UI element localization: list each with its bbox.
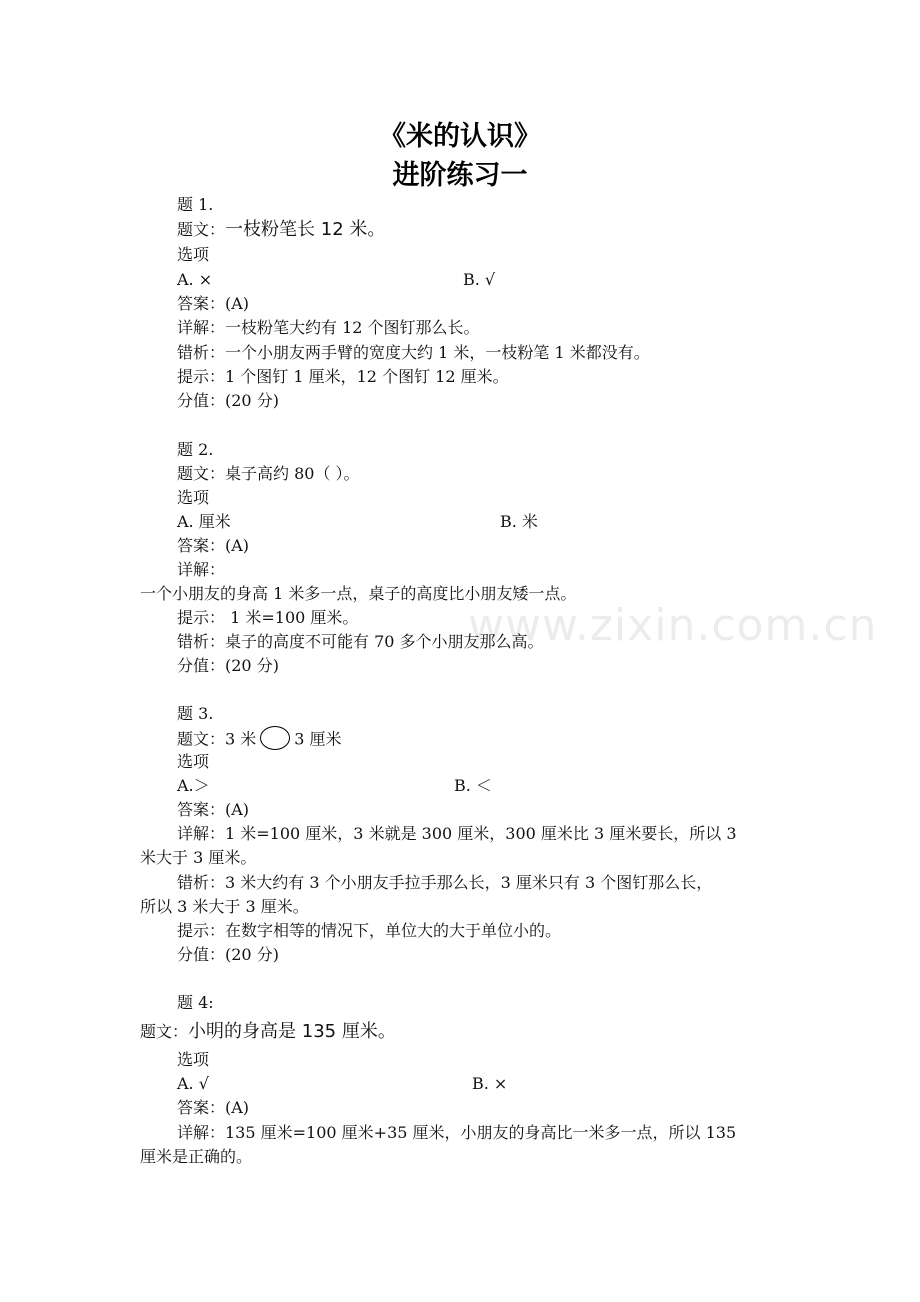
q3-hint: 提示：在数字相等的情况下，单位大的大于单位小的。: [177, 921, 562, 940]
page-title: 《米的认识》: [379, 121, 541, 152]
q2-error: 错析：桌子的高度不可能有 70 多个小朋友那么高。: [177, 632, 544, 651]
q2-number: 题 2.: [177, 440, 214, 459]
q4-option-b[interactable]: B. ×: [472, 1074, 508, 1093]
q3-detail-line2: 米大于 3 厘米。: [140, 848, 257, 867]
q3-detail-line1: 详解：1 米=100 厘米，3 米就是 300 厘米，300 厘米比 3 厘米要长，所以 3: [177, 824, 737, 843]
compare-circle-icon: [260, 726, 290, 750]
q3-score: 分值：(20 分): [177, 945, 279, 964]
q2-option-b[interactable]: B. 米: [500, 512, 538, 531]
q2-option-a[interactable]: A. 厘米: [177, 512, 231, 531]
q2-score: 分值：(20 分): [177, 656, 279, 675]
page-subtitle: 进阶练习一: [392, 160, 528, 191]
q2-hint: 提示： 1 米=100 厘米。: [177, 608, 359, 627]
q3-error-line1: 错析：3 米大约有 3 个小朋友手拉手那么长，3 厘米只有 3 个图钉那么长，: [177, 873, 713, 892]
q4-options-label: 选项: [177, 1050, 210, 1069]
q1-hint: 提示：1 个图钉 1 厘米，12 个图钉 12 厘米。: [177, 367, 509, 386]
q1-stem: [177, 220, 385, 240]
q1-options-label: 选项: [177, 245, 210, 264]
q1-number: 题 1.: [177, 195, 214, 214]
q4-detail-line1: 详解：135 厘米=100 厘米+35 厘米，小朋友的身高比一米多一点，所以 135: [177, 1123, 737, 1142]
q4-detail-line2: 厘米是正确的。: [140, 1147, 253, 1166]
q3-number: 题 3.: [177, 704, 214, 723]
q2-detail-label: 详解：: [177, 560, 226, 579]
q2-answer: 答案：(A): [177, 536, 250, 555]
q1-detail: 详解：一枝粉笔大约有 12 个图钉那么长。: [177, 318, 480, 337]
q3-options-label: 选项: [177, 752, 210, 771]
q3-stem-left: 题文：3 米: [177, 729, 257, 749]
q1-answer: 答案：(A): [177, 294, 250, 313]
q1-stem-label: 题文：: [177, 220, 226, 239]
q2-stem: 题文：桌子高约 80（ ）。: [177, 464, 360, 483]
q1-option-b[interactable]: B. √: [463, 270, 496, 289]
q4-stem-text: 小明的身高是 135 厘米。: [188, 1021, 396, 1042]
q1-error: 错析：一个小朋友两手臂的宽度大约 1 米，一枝粉笔 1 米都没有。: [177, 343, 650, 362]
q3-stem: [177, 728, 342, 752]
q4-stem: [140, 1022, 396, 1042]
q4-stem-label: 题文：: [140, 1022, 189, 1041]
q3-option-a[interactable]: A.＞: [177, 776, 210, 795]
q1-score: 分值：(20 分): [177, 391, 279, 410]
q1-option-a[interactable]: A. ×: [177, 270, 213, 289]
q4-option-a[interactable]: A. √: [177, 1074, 209, 1093]
q3-answer: 答案：(A): [177, 800, 250, 819]
watermark: www.zixin.com.cn: [468, 600, 878, 651]
q4-number: 题 4:: [177, 993, 214, 1012]
q4-answer: 答案：(A): [177, 1098, 250, 1117]
q3-error-line2: 所以 3 米大于 3 厘米。: [140, 897, 309, 916]
q3-option-b[interactable]: B. ＜: [454, 776, 492, 795]
q1-stem-text: 一枝粉笔长 12 米。: [225, 219, 386, 240]
q2-options-label: 选项: [177, 488, 210, 507]
q2-detail: 一个小朋友的身高 1 米多一点，桌子的高度比小朋友矮一点。: [140, 584, 577, 603]
q3-stem-right: 3 厘米: [294, 729, 342, 749]
